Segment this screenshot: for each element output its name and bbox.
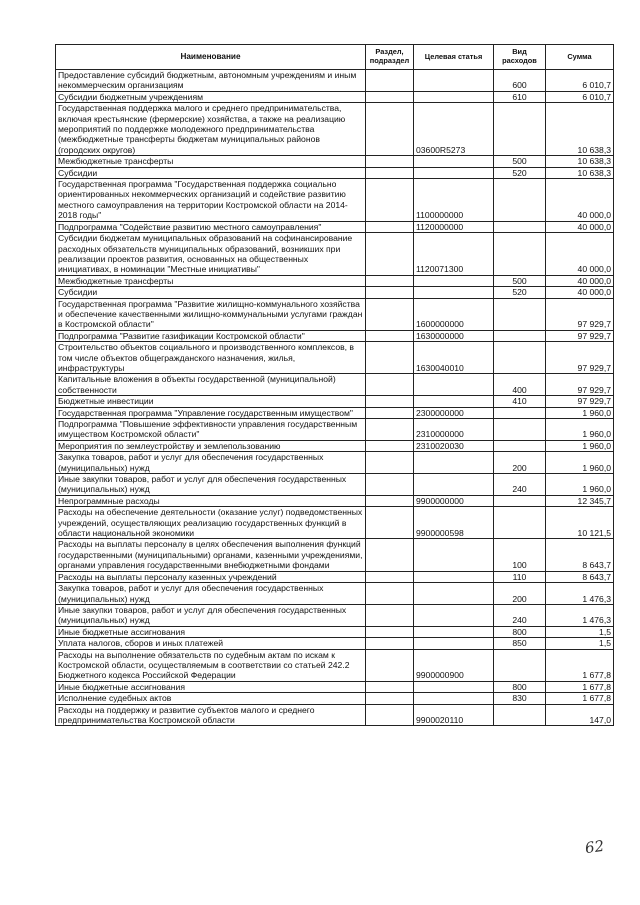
table-row bbox=[56, 221, 614, 232]
row-expense-type-cell: 200 bbox=[494, 452, 546, 474]
table-row bbox=[56, 91, 614, 102]
row-expense-type-cell: 830 bbox=[494, 693, 546, 704]
table-row bbox=[56, 419, 614, 441]
row-section-cell bbox=[366, 156, 414, 167]
row-sum-cell: 1 960,0 bbox=[546, 407, 614, 418]
row-target-article-cell: 2310020030 bbox=[414, 440, 494, 451]
row-target-article-cell bbox=[414, 474, 494, 496]
row-sum-cell: 12 345,7 bbox=[546, 495, 614, 506]
row-section-cell bbox=[366, 91, 414, 102]
row-expense-type-cell: 520 bbox=[494, 167, 546, 178]
row-name-cell: Субсидии bbox=[56, 287, 366, 298]
row-sum-cell: 1 476,3 bbox=[546, 583, 614, 605]
row-name-cell: Субсидии бюджетным учреждениям bbox=[56, 91, 366, 102]
table-row bbox=[56, 70, 614, 92]
row-sum-cell: 1 677,8 bbox=[546, 693, 614, 704]
row-target-article-cell bbox=[414, 275, 494, 286]
row-sum-cell: 97 929,7 bbox=[546, 396, 614, 407]
row-expense-type-cell: 200 bbox=[494, 583, 546, 605]
row-name-cell: Подпрограмма "Развитие газификации Костромской области" bbox=[56, 330, 366, 341]
row-section-cell bbox=[366, 693, 414, 704]
row-expense-type-cell: 800 bbox=[494, 681, 546, 692]
row-target-article-cell: 03600R5273 bbox=[414, 103, 494, 156]
row-name-cell: Государственная программа "Управление государственным имуществом" bbox=[56, 407, 366, 418]
row-sum-cell: 97 929,7 bbox=[546, 298, 614, 330]
table-row bbox=[56, 342, 614, 374]
row-name-cell: Государственная поддержка малого и среднего предпринимательства, включая крестьянские (фермерские) хозяйства, а также на реализацию мероприятий по поддержке молодежного предпринимательства (межбюджетные трансферты бюджетам муниципальных районов (городских округов) bbox=[56, 103, 366, 156]
header-expense-type: Вид расходов bbox=[494, 45, 546, 70]
table-row bbox=[56, 704, 614, 726]
row-sum-cell: 1 960,0 bbox=[546, 474, 614, 496]
row-name-cell: Межбюджетные трансферты bbox=[56, 275, 366, 286]
row-section-cell bbox=[366, 103, 414, 156]
row-sum-cell: 10 638,3 bbox=[546, 167, 614, 178]
row-section-cell bbox=[366, 70, 414, 92]
row-name-cell: Расходы на выплаты персоналу казенных учреждений bbox=[56, 571, 366, 582]
table-row bbox=[56, 681, 614, 692]
header-target-article: Целевая статья bbox=[414, 45, 494, 70]
row-sum-cell: 97 929,7 bbox=[546, 342, 614, 374]
row-expense-type-cell: 600 bbox=[494, 70, 546, 92]
row-section-cell bbox=[366, 704, 414, 726]
row-target-article-cell: 1600000000 bbox=[414, 298, 494, 330]
row-target-article-cell bbox=[414, 604, 494, 626]
row-section-cell bbox=[366, 604, 414, 626]
row-target-article-cell bbox=[414, 571, 494, 582]
row-section-cell bbox=[366, 233, 414, 276]
row-target-article-cell bbox=[414, 374, 494, 396]
row-name-cell: Непрограммные расходы bbox=[56, 495, 366, 506]
row-section-cell bbox=[366, 495, 414, 506]
row-name-cell: Государственная программа "Развитие жилищно-коммунального хозяйства и обеспечение качественными жилищно-коммунальными услугами граждан в Костромской области" bbox=[56, 298, 366, 330]
row-expense-type-cell bbox=[494, 103, 546, 156]
row-name-cell: Иные бюджетные ассигнования bbox=[56, 681, 366, 692]
row-name-cell: Исполнение судебных актов bbox=[56, 693, 366, 704]
row-sum-cell: 97 929,7 bbox=[546, 330, 614, 341]
row-sum-cell: 40 000,0 bbox=[546, 233, 614, 276]
row-target-article-cell: 2300000000 bbox=[414, 407, 494, 418]
table-row bbox=[56, 233, 614, 276]
row-expense-type-cell: 110 bbox=[494, 571, 546, 582]
row-section-cell bbox=[366, 474, 414, 496]
row-sum-cell: 1,5 bbox=[546, 626, 614, 637]
row-expense-type-cell bbox=[494, 495, 546, 506]
row-sum-cell: 1 677,8 bbox=[546, 649, 614, 681]
row-target-article-cell bbox=[414, 539, 494, 571]
table-row bbox=[56, 374, 614, 396]
row-name-cell: Строительство объектов социального и производственного комплексов, в том числе объектов общегражданского назначения, жилья, инфраструктуры bbox=[56, 342, 366, 374]
row-sum-cell: 10 121,5 bbox=[546, 507, 614, 539]
row-target-article-cell: 1630000000 bbox=[414, 330, 494, 341]
row-target-article-cell bbox=[414, 156, 494, 167]
table-row bbox=[56, 452, 614, 474]
row-sum-cell: 40 000,0 bbox=[546, 221, 614, 232]
table-row bbox=[56, 275, 614, 286]
row-expense-type-cell bbox=[494, 507, 546, 539]
row-target-article-cell: 9900000598 bbox=[414, 507, 494, 539]
row-sum-cell: 10 638,3 bbox=[546, 156, 614, 167]
table-row bbox=[56, 571, 614, 582]
table-row bbox=[56, 103, 614, 156]
row-sum-cell: 1 677,8 bbox=[546, 681, 614, 692]
row-name-cell: Подпрограмма "Повышение эффективности управления государственным имуществом Костромской области" bbox=[56, 419, 366, 441]
row-target-article-cell bbox=[414, 681, 494, 692]
row-name-cell: Субсидии bbox=[56, 167, 366, 178]
row-expense-type-cell: 610 bbox=[494, 91, 546, 102]
row-name-cell: Закупка товаров, работ и услуг для обеспечения государственных (муниципальных) нужд bbox=[56, 583, 366, 605]
row-section-cell bbox=[366, 539, 414, 571]
row-expense-type-cell: 500 bbox=[494, 156, 546, 167]
row-section-cell bbox=[366, 681, 414, 692]
row-section-cell bbox=[366, 419, 414, 441]
row-section-cell bbox=[366, 179, 414, 222]
row-expense-type-cell bbox=[494, 221, 546, 232]
row-target-article-cell bbox=[414, 396, 494, 407]
row-section-cell bbox=[366, 275, 414, 286]
row-name-cell: Уплата налогов, сборов и иных платежей bbox=[56, 638, 366, 649]
row-expense-type-cell bbox=[494, 342, 546, 374]
row-expense-type-cell bbox=[494, 704, 546, 726]
row-expense-type-cell bbox=[494, 407, 546, 418]
row-sum-cell: 40 000,0 bbox=[546, 179, 614, 222]
row-expense-type-cell: 100 bbox=[494, 539, 546, 571]
header-section: Раздел, подраздел bbox=[366, 45, 414, 70]
row-target-article-cell: 9900000000 bbox=[414, 495, 494, 506]
row-expense-type-cell bbox=[494, 649, 546, 681]
row-name-cell: Субсидии бюджетам муниципальных образований на софинансирование расходных обязательств муниципальных образований, возникших при реализации проектов развития, основанных на общественных инициативах, в номинации "Местные инициативы" bbox=[56, 233, 366, 276]
row-target-article-cell: 9900000900 bbox=[414, 649, 494, 681]
header-sum: Сумма bbox=[546, 45, 614, 70]
row-section-cell bbox=[366, 342, 414, 374]
row-sum-cell: 10 638,3 bbox=[546, 103, 614, 156]
row-name-cell: Иные закупки товаров, работ и услуг для обеспечения государственных (муниципальных) нужд bbox=[56, 604, 366, 626]
row-target-article-cell: 1100000000 bbox=[414, 179, 494, 222]
row-sum-cell: 1 960,0 bbox=[546, 440, 614, 451]
row-name-cell: Расходы на поддержку и развитие субъектов малого и среднего предпринимательства Костромской области bbox=[56, 704, 366, 726]
row-expense-type-cell bbox=[494, 440, 546, 451]
row-section-cell bbox=[366, 167, 414, 178]
row-target-article-cell bbox=[414, 452, 494, 474]
row-sum-cell: 1 960,0 bbox=[546, 452, 614, 474]
row-name-cell: Расходы на обеспечение деятельности (оказание услуг) подведомственных учреждений, осуществляющих реализацию государственных функций в области национальной экономики bbox=[56, 507, 366, 539]
row-section-cell bbox=[366, 507, 414, 539]
table-row bbox=[56, 179, 614, 222]
table-row bbox=[56, 693, 614, 704]
page-number: 62 bbox=[583, 836, 606, 858]
row-expense-type-cell bbox=[494, 179, 546, 222]
row-target-article-cell bbox=[414, 287, 494, 298]
row-section-cell bbox=[366, 374, 414, 396]
row-section-cell bbox=[366, 330, 414, 341]
row-section-cell bbox=[366, 407, 414, 418]
row-section-cell bbox=[366, 396, 414, 407]
table-row bbox=[56, 583, 614, 605]
row-section-cell bbox=[366, 583, 414, 605]
table-header-row bbox=[56, 45, 614, 70]
row-expense-type-cell bbox=[494, 419, 546, 441]
row-expense-type-cell: 410 bbox=[494, 396, 546, 407]
table-row bbox=[56, 156, 614, 167]
table-row bbox=[56, 396, 614, 407]
row-section-cell bbox=[366, 452, 414, 474]
row-expense-type-cell: 800 bbox=[494, 626, 546, 637]
table-row bbox=[56, 507, 614, 539]
budget-table bbox=[55, 44, 614, 726]
row-name-cell: Мероприятия по землеустройству и землепользованию bbox=[56, 440, 366, 451]
row-name-cell: Закупка товаров, работ и услуг для обеспечения государственных (муниципальных) нужд bbox=[56, 452, 366, 474]
table-row bbox=[56, 474, 614, 496]
row-section-cell bbox=[366, 649, 414, 681]
table-row bbox=[56, 440, 614, 451]
table-row bbox=[56, 287, 614, 298]
table-row bbox=[56, 495, 614, 506]
row-sum-cell: 1 476,3 bbox=[546, 604, 614, 626]
row-expense-type-cell: 850 bbox=[494, 638, 546, 649]
row-expense-type-cell bbox=[494, 330, 546, 341]
row-expense-type-cell: 500 bbox=[494, 275, 546, 286]
row-sum-cell: 8 643,7 bbox=[546, 539, 614, 571]
row-sum-cell: 40 000,0 bbox=[546, 275, 614, 286]
row-target-article-cell: 1120000000 bbox=[414, 221, 494, 232]
row-sum-cell: 6 010,7 bbox=[546, 91, 614, 102]
row-name-cell: Бюджетные инвестиции bbox=[56, 396, 366, 407]
row-expense-type-cell bbox=[494, 298, 546, 330]
table-row bbox=[56, 649, 614, 681]
row-sum-cell: 147,0 bbox=[546, 704, 614, 726]
row-expense-type-cell: 520 bbox=[494, 287, 546, 298]
row-section-cell bbox=[366, 221, 414, 232]
row-name-cell: Капитальные вложения в объекты государственной (муниципальной) собственности bbox=[56, 374, 366, 396]
table-row bbox=[56, 604, 614, 626]
row-name-cell: Иные бюджетные ассигнования bbox=[56, 626, 366, 637]
row-section-cell bbox=[366, 287, 414, 298]
row-section-cell bbox=[366, 571, 414, 582]
row-target-article-cell: 2310000000 bbox=[414, 419, 494, 441]
row-expense-type-cell: 240 bbox=[494, 604, 546, 626]
row-name-cell: Государственная программа "Государственная поддержка социально ориентированных некоммерческих организаций и содействие развитию местного самоуправления на территории Костромской области на 2014-2018 годы" bbox=[56, 179, 366, 222]
row-section-cell bbox=[366, 638, 414, 649]
row-sum-cell: 8 643,7 bbox=[546, 571, 614, 582]
row-target-article-cell bbox=[414, 167, 494, 178]
row-target-article-cell: 1120071300 bbox=[414, 233, 494, 276]
row-target-article-cell bbox=[414, 626, 494, 637]
table-row bbox=[56, 626, 614, 637]
table-row bbox=[56, 298, 614, 330]
row-sum-cell: 6 010,7 bbox=[546, 70, 614, 92]
row-target-article-cell bbox=[414, 583, 494, 605]
row-target-article-cell bbox=[414, 70, 494, 92]
row-target-article-cell bbox=[414, 693, 494, 704]
row-section-cell bbox=[366, 440, 414, 451]
table-row bbox=[56, 539, 614, 571]
row-section-cell bbox=[366, 298, 414, 330]
row-target-article-cell bbox=[414, 91, 494, 102]
row-name-cell: Иные закупки товаров, работ и услуг для обеспечения государственных (муниципальных) нужд bbox=[56, 474, 366, 496]
row-section-cell bbox=[366, 626, 414, 637]
header-name: Наименование bbox=[56, 45, 366, 70]
row-target-article-cell: 1630040010 bbox=[414, 342, 494, 374]
table-row bbox=[56, 407, 614, 418]
row-expense-type-cell: 240 bbox=[494, 474, 546, 496]
row-sum-cell: 1,5 bbox=[546, 638, 614, 649]
row-expense-type-cell: 400 bbox=[494, 374, 546, 396]
table-row bbox=[56, 167, 614, 178]
row-name-cell: Расходы на выплаты персоналу в целях обеспечения выполнения функций государственными (муниципальными) органами, казенными учреждениями, органами управления государственными внебюджетными фондами bbox=[56, 539, 366, 571]
table-row bbox=[56, 330, 614, 341]
row-target-article-cell bbox=[414, 638, 494, 649]
row-sum-cell: 40 000,0 bbox=[546, 287, 614, 298]
row-target-article-cell: 9900020110 bbox=[414, 704, 494, 726]
row-sum-cell: 97 929,7 bbox=[546, 374, 614, 396]
table-body bbox=[56, 70, 614, 726]
row-name-cell: Расходы на выполнение обязательств по судебным актам по искам к Костромской области, осуществляемым в соответствии со статьей 242.2 Бюджетного кодекса Российской Федерации bbox=[56, 649, 366, 681]
row-name-cell: Предоставление субсидий бюджетным, автономным учреждениям и иным некоммерческим организациям bbox=[56, 70, 366, 92]
row-name-cell: Подпрограмма "Содействие развитию местного самоуправления" bbox=[56, 221, 366, 232]
row-expense-type-cell bbox=[494, 233, 546, 276]
row-name-cell: Межбюджетные трансферты bbox=[56, 156, 366, 167]
row-sum-cell: 1 960,0 bbox=[546, 419, 614, 441]
table-row bbox=[56, 638, 614, 649]
